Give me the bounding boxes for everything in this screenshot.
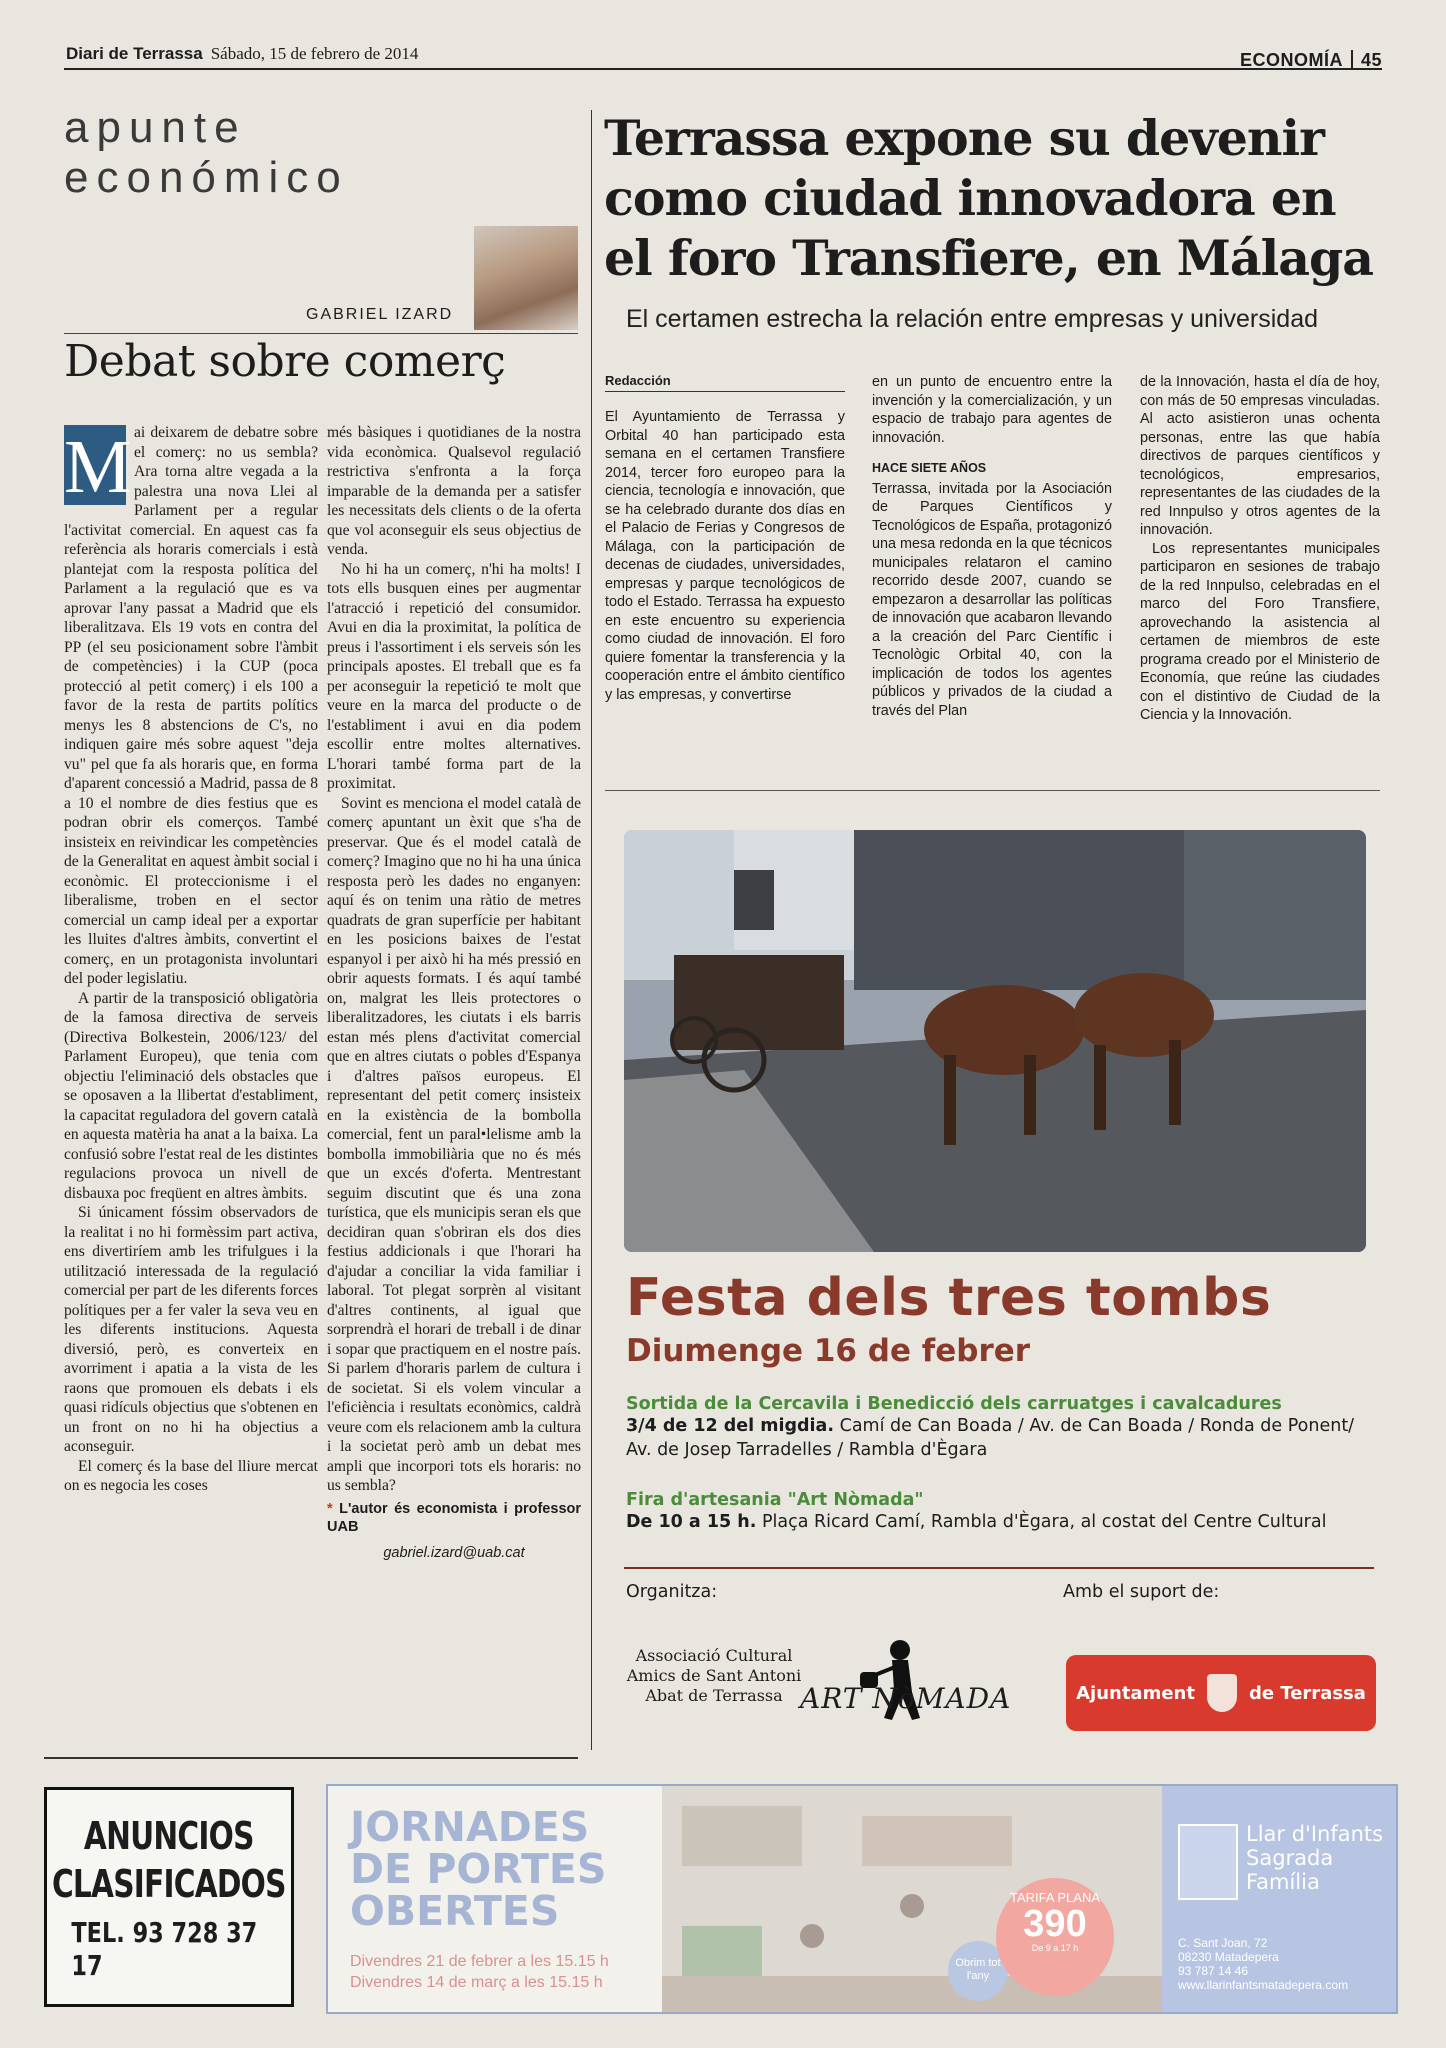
city-crest-icon xyxy=(1207,1674,1237,1712)
sig-role: economista i professor UAB xyxy=(327,1500,582,1535)
open-day-title-line: OBERTES xyxy=(350,1887,560,1935)
sig-prefix: L'autor és xyxy=(339,1500,417,1517)
article-byline: Redacción xyxy=(605,373,845,392)
article-intertitle: HACE SIETE AÑOS xyxy=(872,461,987,475)
author-rule xyxy=(64,333,578,334)
article-text-1 xyxy=(605,408,845,704)
event-title: Festa dels tres tombs xyxy=(626,1268,1272,1328)
nursery-address xyxy=(1178,1936,1348,1992)
paragraph: ai deixarem de debatre sobre el comerç: no us sembla? Ara torna altre vegada a la palestra una nova Llei al Parlament per a regular l'activitat comercial. En aquest cas fa referència als horaris comercials i està plantejat com la resposta política del Parlament a la regulació que es va aprovar l'any passat a Madrid que els liberalitzava. Els 19 vots en contra del PP (el seu posicionament sobre l'àmbit de competències) i la CUP (poca protecció al petit comerç) i els 100 a favor de la resta de partits polítics menys les 8 abstencions de C's, no indiquen gaire més sobre aquest "deja vu" pel que fa als horaris que, en forma d'aparent concessió a Madrid, passa de 8 a 10 el nombre de dies festius que es podran obrir els comerços. També insisteix en reivindicar les competències de la Generalitat en aquest àmbit social i econòmic. El proteccionisme i el liberalisme, troben en el sector comercial un camp ideal per a exportar les lluites d'altres àmbits, convertint el comerç, en un protagonista involuntari del poder legislatiu. xyxy=(64,424,318,987)
event-item-heading: Fira d'artesania "Art Nòmada" xyxy=(626,1490,924,1510)
column-text-2 xyxy=(327,423,581,1563)
column-text-1 xyxy=(64,423,318,1496)
author-email[interactable]: gabriel.izard@uab.cat xyxy=(383,1544,525,1561)
section-name: ECONOMÍA xyxy=(1239,50,1343,70)
paragraph: A partir de la transposició obligatòria de la famosa directiva de serveis (Directiva Bolkestein, 2006/123/ del Parlament Europeu), que tenia com objectiu l'eliminació dels obstacles que se oposaven a la llibertat d'establiment, la capacitat reguladora del govern català en aquesta matèria ha anat a la baixa. La confusió sobre l'estat real de les distintes regulacions provoca un nivell de disbauxa poc freqüent en altres àmbits. xyxy=(64,989,318,1202)
art-nomada-text: ART NòMADA xyxy=(800,1682,1012,1715)
open-day-title-line: JORNADES xyxy=(350,1803,590,1851)
author-signature: * L'autor és economista i professor UAB xyxy=(327,1500,582,1535)
flat-rate-price: 390 xyxy=(1023,1903,1087,1945)
event-item-heading: Sortida de la Cercavila i Benedicció dels carruatges i cavalcadures xyxy=(626,1394,1282,1414)
open-day-dates xyxy=(350,1951,609,1993)
nursery-phone: 93 787 14 46 xyxy=(1178,1964,1249,1978)
open-day-title-line: DE PORTES xyxy=(350,1845,607,1893)
flat-rate-badge xyxy=(996,1878,1114,1996)
organizer-label: Organitza: xyxy=(626,1582,718,1602)
event-photo xyxy=(624,830,1366,1252)
drop-cap: M xyxy=(64,425,132,509)
paragraph: El comerç és la base del lliure mercat on es negocia les coses xyxy=(64,1457,318,1494)
paragraph: Sovint es menciona el model català de comerç apuntant un èxit que s'ha de preservar. Que és el model català de comerç? Imagino que no hi ha una única resposta però les dades no enganyen: aquí és on tenim una ràtio de metres quadrats de gran superfície per habitant en les posicions baixes de l'estat espanyol i per això hi ha més pressió en obrir aquests formats. I és aquí també on, malgrat les lleis protectores o liberalitzadores, les ciutats i els barris estan més plens d'activitat comercial que en altres ciutats o pobles d'Espanya i d'altres països europeus. El representant del petit comerç insisteix en la existència de la bombolla comercial, fent un paral•lelisme amb la bombolla immobiliària que no és més que un excés d'oferta. Mentrestant seguim discutint que és una zona turística, que els municipis seran els que decidiran quan s'obriran els dos dies festius addicionals i que l'horari ha d'ajudar a conciliar la vida familiar i laboral. Tot plegat sorprèn al visitant d'altres continents, al igual que sorprendrà el horari de treball i de dinar i sopar que practiquem en el nostre país. Si parlem d'horaris parlem de cultura i de societat. Si els volem vincular a l'eficiència i resultats econòmics, caldrà veure com els relacionem amb la cultura i la societat però amb un debat mes ampli que incorpori tots els horaris: no us sembla? xyxy=(327,794,581,1494)
sponsor-left-text: Ajuntament xyxy=(1076,1682,1195,1704)
flat-rate-hours: De 9 a 17 h xyxy=(1031,1943,1079,1953)
column-divider xyxy=(591,110,592,1750)
nursery-name-line: Sagrada xyxy=(1246,1846,1334,1870)
column-bottom-rule xyxy=(44,1757,578,1759)
event-date: Diumenge 16 de febrer xyxy=(626,1333,1031,1369)
paragraph: en un punto de encuentro entre la invención y la comercialización, y un espacio de trabajo para agentes de innovación. xyxy=(872,374,1112,446)
nursery-name xyxy=(1246,1822,1383,1894)
article-headline: Terrassa expone su devenir como ciudad innovadora en el foro Transfiere, en Málaga xyxy=(604,109,1374,287)
sponsor-right-text: de Terrassa xyxy=(1248,1682,1366,1704)
organizer-association: Associació Cultural Amics de Sant Antoni Abat de Terrassa xyxy=(626,1646,802,1705)
paragraph: No hi ha un comerç, n'hi ha molts! I tots ells busquen eines per augmentar l'atracció i repetició del consumidor. Avui en dia la proximitat, la política de preus i l'assortiment i els serveis són les principals apostes. El treball que es fa per aconseguir la repetició te molt que veure en la marca del producte o de l'establiment i avui en dia podem escollir entre moltes alternatives. L'horari també forma part de la proximitat. xyxy=(327,560,581,792)
page-number: 45 xyxy=(1351,50,1382,70)
classifieds-line-1: ANUNCIOS xyxy=(84,1814,254,1858)
paragraph: de la Innovación, hasta el día de hoy, con más de 50 empresas vinculadas. Al acto asistieron unas ochenta personas, entre las que había directivos de parques científicos y tecnológicos, empresarios, representantes de las ciudades de la red Innpulso y otros agentes de la innovación. xyxy=(1140,374,1380,538)
classifieds-ad xyxy=(44,1787,294,2007)
open-day-date: Divendres 14 de març a les 15.15 h xyxy=(350,1974,603,1991)
ajuntament-logo xyxy=(1066,1655,1376,1731)
flat-rate-label: TARIFA PLANA xyxy=(1009,1890,1101,1905)
kicker-line-1: apunte xyxy=(64,103,247,152)
article-rule xyxy=(605,790,1380,791)
nursery-website[interactable]: www.llarinfantsmatadepera.com xyxy=(1178,1978,1349,1992)
event-item-place: Camí de Can Boada / Av. de Can Boada / Ronda de Ponent/ Av. de Josep Tarradelles / Rambla d'Ègara xyxy=(626,1416,1355,1460)
article-text-3 xyxy=(1140,373,1380,725)
horse-carriage-photo xyxy=(624,830,1366,1252)
event-item-2 xyxy=(626,1490,1366,1534)
event-item-1 xyxy=(626,1394,1366,1462)
open-all-year-badge: Obrim tot l'any xyxy=(948,1941,1008,2001)
header-rule xyxy=(64,68,1382,70)
nursery-name-line: Família xyxy=(1246,1870,1320,1894)
header-left xyxy=(66,44,418,64)
paragraph: Si únicament fóssim observadors de la realitat i no hi formèssim part activa, ens divertiríem amb les trifulgues i la utilització interessada de la regulació comercial per part de les diferents forces polítiques per a fer valer la seva veu en les diferents institucions. Aquesta diversió, però, es converteix en avorriment i apatia a la vista de les raons que promouen els debats i els quasi ridículs objectius que s'obtenen en un front on no hi ha objectius a aconseguir. xyxy=(64,1204,318,1455)
event-rule xyxy=(624,1567,1374,1569)
article-text-2 xyxy=(872,373,1112,720)
classifieds-line-2: CLASIFICADOS xyxy=(52,1862,286,1906)
open-day-title xyxy=(350,1803,607,1935)
event-item-time: 3/4 de 12 del migdia. xyxy=(626,1416,835,1436)
author-name: GABRIEL IZARD xyxy=(306,306,454,323)
classifieds-phone: TEL. 93 728 37 17 xyxy=(71,1916,258,1982)
paragraph: Los representantes municipales participaron en sesiones de trabajo de la red Innpulso, celebradas en el marco del Foro Transfiere, aprovechando la asistencia al certamen de miembros de este programa creado por el Ministerio de Economía, que reúne las ciudades con el distintivo de Ciudad de la Ciencia y la Innovación. xyxy=(1140,540,1380,723)
issue-date: Sábado, 15 de febrero de 2014 xyxy=(210,44,419,63)
paragraph: més bàsiques i quotidianes de la nostra vida econòmica. Qualsevol regulació restrictiva s'enfronta a la força imparable de la demanda per a satisfer les necessitats dels clients o de la oferta que vol aconseguir els seus objectius de venda. xyxy=(327,424,581,558)
support-label: Amb el suport de: xyxy=(1063,1582,1220,1602)
column-kicker xyxy=(64,103,349,203)
nursery-name-line: Llar d'Infants xyxy=(1246,1822,1384,1846)
paragraph: El Ayuntamiento de Terrassa y Orbital 40 han participado esta semana en el certamen Transfiere 2014, tercer foro europeo para la ciencia, tecnología e innovación, que se ha celebrado durante dos días en el Palacio de Ferias y Congresos de Málaga, con la participación de decenas de ciudades, universidades, empresas y parque tecnológicos de todo el Estado. Terrassa ha expuesto en este encuentro su experiencia como ciudad de innovación. El foro quiere fomentar la transferencia y la cooperación entre el ámbito científico y las empresas, y convertirse xyxy=(605,409,845,703)
paragraph: Terrassa, invitada por la Asociación de Parques Científicos y Tecnológicos de España, protagonizó una mesa redonda en la que técnicos municipales relataron el camino recorrido desde 2007, cuando se empezaron a desarrollar las políticas de innovación que acabaron llevando a la creación del Parc Científic i Tecnològic Orbital 40, con la implicación de todos los agentes públicos y privados de la ciudad a través del Plan xyxy=(872,480,1113,719)
paper-name: Diari de Terrassa xyxy=(66,44,203,63)
article-subhead: El certamen estrecha la relación entre empresas y universidad xyxy=(626,305,1319,333)
open-day-ad xyxy=(326,1784,1398,2014)
column-headline: Debat sobre comerç xyxy=(64,336,506,387)
event-item-time: De 10 a 15 h. xyxy=(626,1512,757,1532)
nursery-logo-icon xyxy=(1178,1824,1238,1900)
nursery-city: 08230 Matadepera xyxy=(1178,1950,1279,1964)
kicker-line-2: económico xyxy=(64,153,349,202)
author-photo xyxy=(474,226,578,330)
nursery-street: C. Sant Joan, 72 xyxy=(1178,1936,1268,1950)
open-day-date: Divendres 21 de febrer a les 15.15 h xyxy=(350,1953,609,1970)
event-item-place: Plaça Ricard Camí, Rambla d'Ègara, al costat del Centre Cultural xyxy=(761,1512,1327,1532)
